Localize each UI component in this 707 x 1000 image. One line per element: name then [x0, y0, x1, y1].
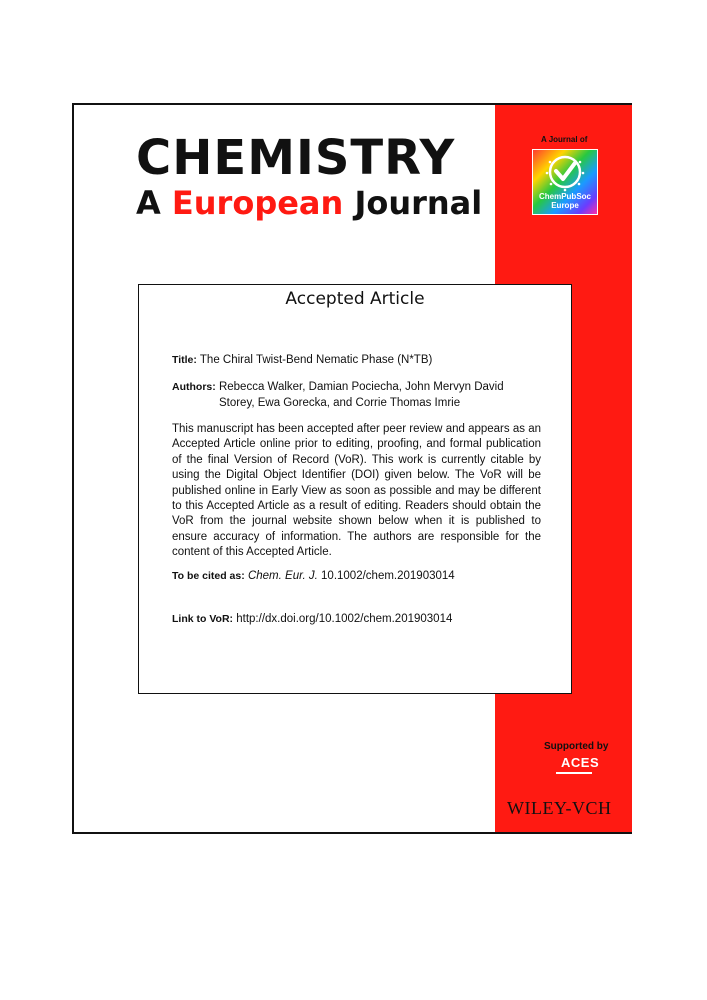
- cite-journal: Chem. Eur. J.: [247, 570, 318, 582]
- title-field: [172, 352, 541, 368]
- chempubsoc-logo: [532, 149, 598, 215]
- cite-label: To be cited as:: [172, 570, 245, 582]
- cite-doi: 10.1002/chem.201903014: [321, 570, 455, 582]
- article-title: The Chiral Twist-Bend Nematic Phase (N*TB): [199, 354, 433, 366]
- authors-label: Authors:: [172, 381, 216, 393]
- masthead-chemistry: CHEMISTRY: [136, 130, 456, 186]
- journal-of-label: A Journal of: [541, 135, 588, 144]
- supported-by-label: Supported by: [544, 741, 609, 752]
- vor-link-field: [172, 611, 541, 627]
- accepted-article-box: [138, 284, 572, 694]
- authors-list: Rebecca Walker, Damian Pociecha, John Mervyn David Storey, Ewa Gorecka, and Corrie Thomas Imrie: [218, 381, 504, 409]
- authors-field: [172, 379, 541, 411]
- wiley-vch-logo: WILEY-VCH: [507, 798, 612, 818]
- title-label: Title:: [172, 354, 197, 366]
- aces-logo: ACES: [561, 755, 600, 770]
- masthead-subtitle: A European Journal: [136, 184, 483, 222]
- journal-masthead: [136, 130, 483, 223]
- manuscript-notice: This manuscript has been accepted after peer review and appears as an Accepted Article online prior to editing, proofing, and formal publication of the final Version of Record (VoR). This work is currently citable by using the Digital Object Identifier (DOI) given below. The VoR will be published online in Early View as soon as possible and may be different to this Accepted Article as a result of editing. Readers should obtain the VoR from the journal website shown below when it is published to ensure accuracy of information. The authors are responsible for the content of this Accepted Article.: [172, 423, 541, 559]
- aces-underline: [556, 772, 592, 774]
- vor-label: Link to VoR:: [172, 613, 234, 625]
- accepted-article-heading: Accepted Article: [285, 289, 425, 309]
- cover-page: [72, 103, 632, 834]
- masthead-european: European: [171, 184, 344, 222]
- citation-field: [172, 568, 541, 584]
- chempubsoc-logo-text: ChemPubSoc Europe: [538, 192, 591, 210]
- vor-link[interactable]: http://dx.doi.org/10.1002/chem.201903014: [236, 613, 453, 625]
